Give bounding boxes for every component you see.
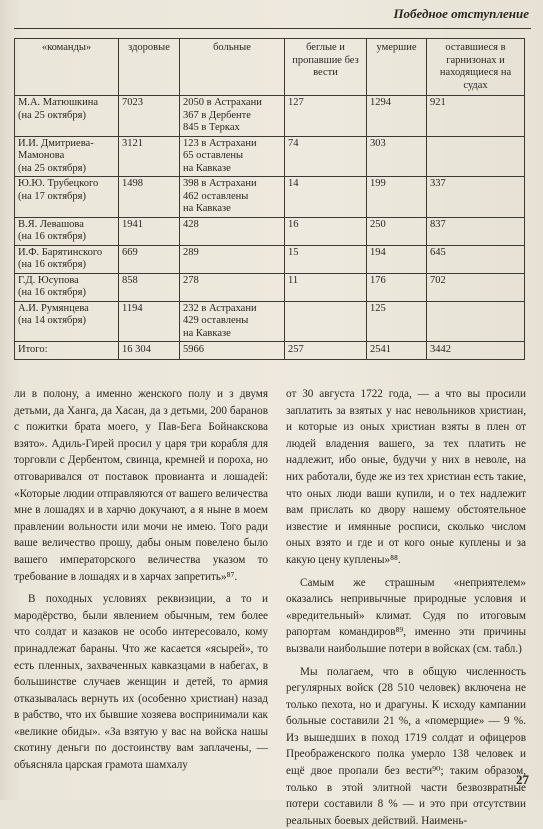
cell-line: на Кавказе bbox=[183, 328, 281, 341]
cell-line: 2050 в Астрахани bbox=[183, 97, 281, 110]
cell-line: А.И. Румянцева bbox=[18, 303, 115, 316]
total-sick: 5966 bbox=[180, 342, 285, 360]
table-row bbox=[15, 301, 525, 342]
total-label: Итого: bbox=[15, 342, 119, 360]
left-column-text bbox=[14, 386, 268, 774]
header-dead: умершие bbox=[367, 39, 427, 96]
cell-remaining: 702 bbox=[427, 273, 525, 301]
cell-dead: 125 bbox=[367, 301, 427, 342]
cell-line: (на 16 октября) bbox=[18, 231, 115, 244]
header-fled: беглые и пропавшие без вести bbox=[285, 39, 367, 96]
cell-line: (на 25 октября) bbox=[18, 110, 115, 123]
total-fled: 257 bbox=[285, 342, 367, 360]
cell-remaining bbox=[427, 136, 525, 177]
cell-line: И.Ф. Барятинского bbox=[18, 247, 115, 260]
cell-line: 367 в Дербенте bbox=[183, 110, 281, 123]
cell-fled: 15 bbox=[285, 245, 367, 273]
paragraph: Самым же страшным «неприятелем» оказались непривычные природные условия и «вредительный» климат. Судя по итоговым рапортам командиров⁸⁹, именно эти причины вызвали наибольшие потери в войсках (см. табл.) bbox=[286, 575, 526, 658]
cell-line: на Кавказе bbox=[183, 203, 281, 216]
table-row bbox=[15, 245, 525, 273]
cell-sick bbox=[180, 177, 285, 218]
cell-line: 123 в Астрахани bbox=[183, 138, 281, 151]
header-rule bbox=[14, 28, 531, 29]
cell-healthy: 858 bbox=[119, 273, 180, 301]
cell-command bbox=[15, 301, 119, 342]
cell-fled: 127 bbox=[285, 96, 367, 137]
table-row bbox=[15, 96, 525, 137]
cell-dead: 250 bbox=[367, 217, 427, 245]
table-header-row bbox=[15, 39, 525, 96]
cell-line: 289 bbox=[183, 247, 281, 260]
cell-healthy: 669 bbox=[119, 245, 180, 273]
table-total-row bbox=[15, 342, 525, 360]
header-healthy: здоровые bbox=[119, 39, 180, 96]
cell-sick bbox=[180, 136, 285, 177]
table-row bbox=[15, 177, 525, 218]
running-head: Победное отступление bbox=[393, 6, 529, 22]
header-command: «команды» bbox=[15, 39, 119, 96]
cell-remaining: 837 bbox=[427, 217, 525, 245]
cell-remaining bbox=[427, 301, 525, 342]
paragraph: ли в полону, а именно женского полу и з двумя детьми, да Ханга, да Хасан, да з детьми, 200 баранов с пожитки брата моего, у Пав-Бега Бойнакскова взято». Адиль-Гирей просил у царя три корабля для торговли с Дербентом, свинца, кремней и пороха, но отговаривался от поставок провианта и лошадей: «Которые людии отправляются от вашего величества мне в лошадях и в харчю докучают, а я ныне в моем правлении вольности или мочи не имею. Того ради ваше величество прошу, дабы оным повелено было вашего императорского величества указом то требование в лошадях и в харчах запретить»⁸⁷. bbox=[14, 386, 268, 585]
cell-command bbox=[15, 245, 119, 273]
cell-healthy: 1941 bbox=[119, 217, 180, 245]
cell-command bbox=[15, 96, 119, 137]
cell-fled: 16 bbox=[285, 217, 367, 245]
cell-line: (на 16 октября) bbox=[18, 287, 115, 300]
header-remaining: оставшиеся в гарнизонах и находящиеся на судах bbox=[427, 39, 525, 96]
cell-sick bbox=[180, 245, 285, 273]
cell-line: (на 14 октября) bbox=[18, 315, 115, 328]
cell-line: (на 16 октября) bbox=[18, 259, 115, 272]
total-dead: 2541 bbox=[367, 342, 427, 360]
cell-dead: 194 bbox=[367, 245, 427, 273]
cell-line: 398 в Астрахани bbox=[183, 178, 281, 191]
paragraph: Мы полагаем, что в общую численность регулярных войск (28 510 человек) включена не только пехота, но и драгуны. К исходу кампании больные составили 21 %, а «померщие» — 9 %. Из вышедших в поход 1719 солдат и офицеров Преображенского полка умерло 138 человек и ещё двое пропали без вести⁹⁰; таким образом, только в этой элитной части безвозвратные потери составили 8 % — и это при отсутствии реальных боевых действий. Наимень- bbox=[286, 664, 526, 829]
cell-sick bbox=[180, 217, 285, 245]
header-sick: больные bbox=[180, 39, 285, 96]
cell-dead: 303 bbox=[367, 136, 427, 177]
cell-healthy: 1194 bbox=[119, 301, 180, 342]
cell-line: 65 оставлены bbox=[183, 150, 281, 163]
page-number: 27 bbox=[516, 772, 529, 788]
total-remaining: 3442 bbox=[427, 342, 525, 360]
cell-line: 462 оставлены bbox=[183, 191, 281, 204]
cell-healthy: 1498 bbox=[119, 177, 180, 218]
cell-line: на Кавказе bbox=[183, 163, 281, 176]
cell-line: (на 17 октября) bbox=[18, 191, 115, 204]
total-healthy: 16 304 bbox=[119, 342, 180, 360]
cell-command bbox=[15, 217, 119, 245]
cell-sick bbox=[180, 273, 285, 301]
cell-remaining: 921 bbox=[427, 96, 525, 137]
cell-fled: 74 bbox=[285, 136, 367, 177]
cell-line: Г.Д. Юсупова bbox=[18, 275, 115, 288]
cell-command bbox=[15, 273, 119, 301]
cell-dead: 199 bbox=[367, 177, 427, 218]
cell-remaining: 337 bbox=[427, 177, 525, 218]
cell-sick bbox=[180, 301, 285, 342]
paragraph: от 30 августа 1722 года, — а что вы просили заплатить за взятых у нас невольников христиан, и которые из оных христиан взяты в плен от людей владения вашего, за тех платить не надлежит, ибо оные, будучи у них в неволе, на них работали, буде же из тех христиан есть такие, что оных люди ваши купили, и о тех надлежит вам прислать ко двору нашему обстоятельное известие и имянные росписи, сколько числом оных взято и где и от кого оные куплены и за какую цену куплены»⁸⁸. bbox=[286, 386, 526, 569]
cell-fled: 14 bbox=[285, 177, 367, 218]
cell-fled bbox=[285, 301, 367, 342]
cell-line: 278 bbox=[183, 275, 281, 288]
cell-healthy: 7023 bbox=[119, 96, 180, 137]
cell-healthy: 3121 bbox=[119, 136, 180, 177]
table-row bbox=[15, 273, 525, 301]
cell-line: И.И. Дмитриева- bbox=[18, 138, 115, 151]
cell-line: Ю.Ю. Трубецкого bbox=[18, 178, 115, 191]
cell-line: В.Я. Левашова bbox=[18, 219, 115, 232]
cell-line: 428 bbox=[183, 219, 281, 232]
cell-dead: 1294 bbox=[367, 96, 427, 137]
cell-line: 232 в Астрахани bbox=[183, 303, 281, 316]
cell-fled: 11 bbox=[285, 273, 367, 301]
cell-sick bbox=[180, 96, 285, 137]
table-row bbox=[15, 136, 525, 177]
right-column-text bbox=[286, 386, 526, 829]
cell-line: М.А. Матюшкина bbox=[18, 97, 115, 110]
cell-line: Мамонова bbox=[18, 150, 115, 163]
cell-command bbox=[15, 136, 119, 177]
cell-line: 845 в Терках bbox=[183, 122, 281, 135]
casualty-table bbox=[14, 38, 525, 360]
cell-command bbox=[15, 177, 119, 218]
cell-line: (на 25 октября) bbox=[18, 163, 115, 176]
paragraph: В походных условиях реквизиции, а то и мародёрство, были явлением обычным, тем более что солдат и казаков не особо интересовало, кому принадлежат бараны. Что же касается «ясырей», то есть пленных, захваченных кавказцами в набегах, в большинстве случаев женщин и детей, то армия отказывалась вернуть их (особенно христиан) назад в рабство, что их бывшие хозяева воспринимали как «великие обиды». «За взятую у вас на войска нашы скотину деньги по достоинству вам заплачены, — объясняла царская грамота шамхалу bbox=[14, 591, 268, 774]
cell-dead: 176 bbox=[367, 273, 427, 301]
cell-line: 429 оставлены bbox=[183, 315, 281, 328]
cell-remaining: 645 bbox=[427, 245, 525, 273]
table-row bbox=[15, 217, 525, 245]
